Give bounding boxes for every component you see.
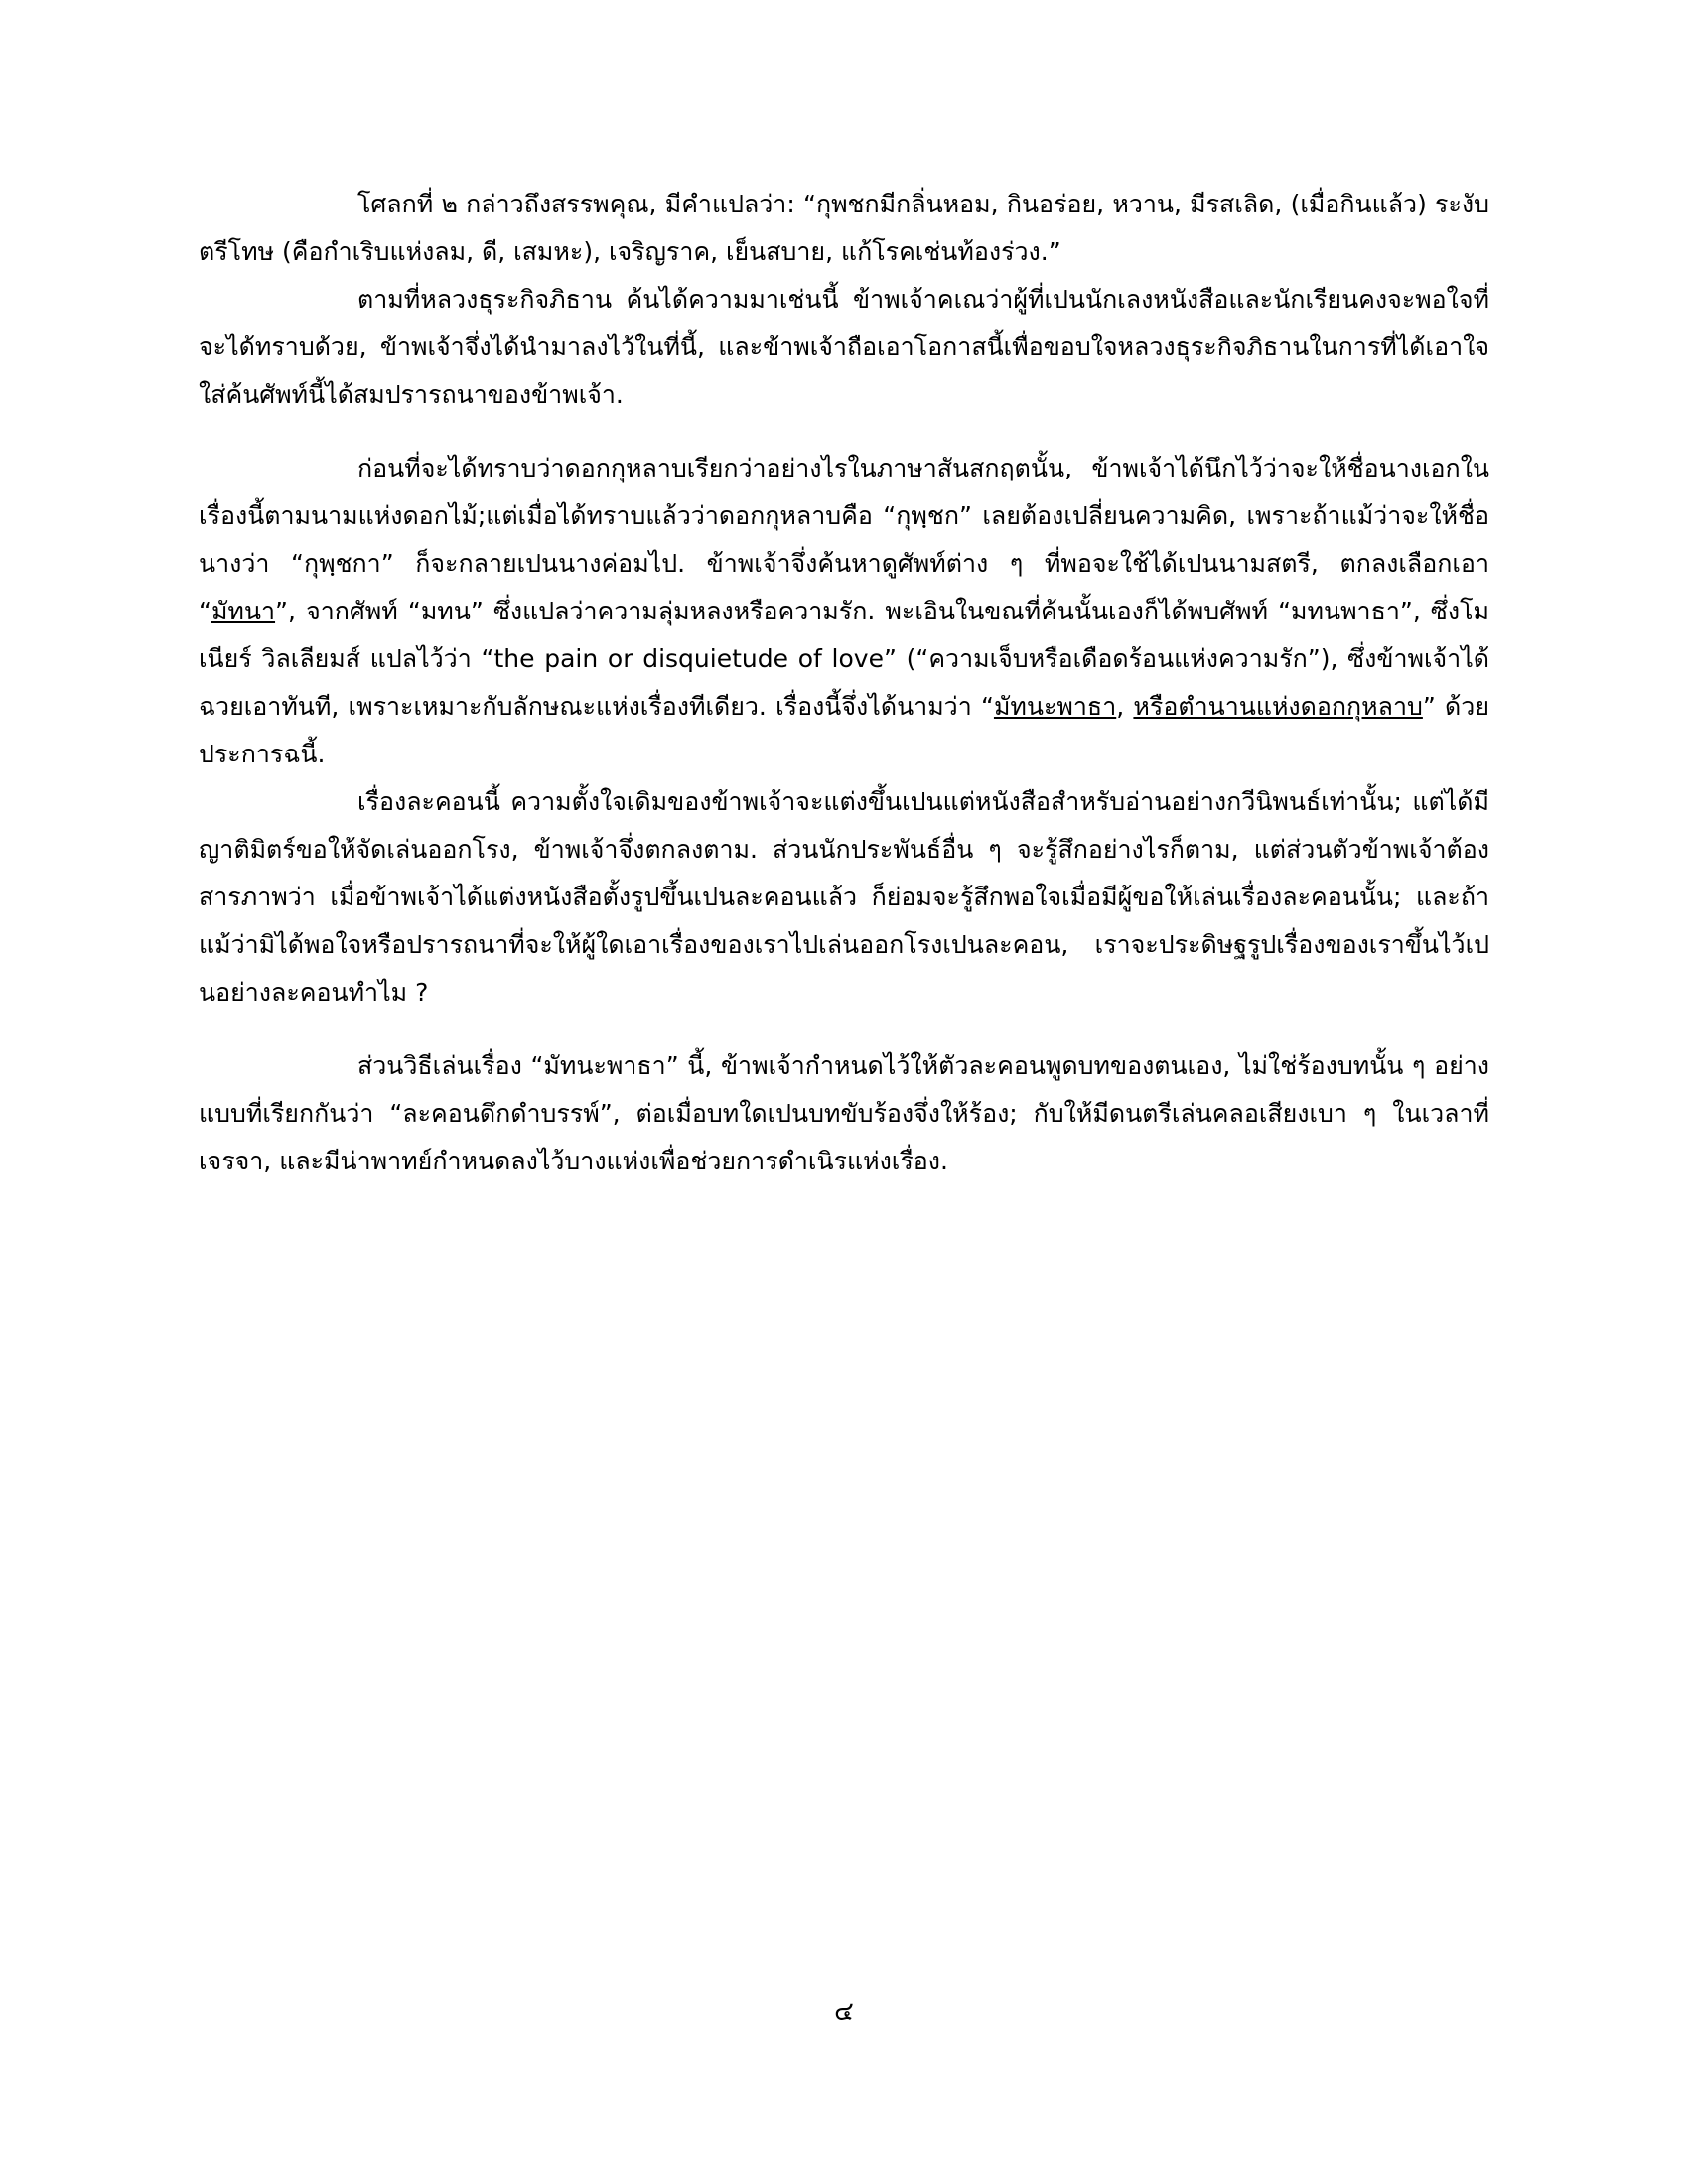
page-number: ๔	[834, 1997, 854, 2027]
underlined-name-madana: มัทนา	[211, 597, 276, 625]
paragraph-play-intent: เรื่องละคอนนี้ ความตั้งใจเดิมของข้าพเจ้าจะแต่งขึ้นเปนแต่หนังสือสำหรับอ่านอย่างกวีนิพนธ์เท่านั้น; แต่ได้มีญาติมิตร์ขอให้จัดเล่นออกโรง, ข้าพเจ้าจึ่งตกลงตาม. ส่วนนักประพันธ์อื่น ๆ จะรู้สึกอย่างไรก็ตาม, แต่ส่วนตัวข้าพเจ้าต้องสารภาพว่า เมื่อข้าพเจ้าได้แต่งหนังสือตั้งรูปขึ้นเปนละคอนแล้ว ก็ย่อมจะรู้สึกพอใจเมื่อมีผู้ขอให้เล่นเรื่องละคอนนั้น; และถ้าแม้ว่ามิได้พอใจหรือปรารถนาที่จะให้ผู้ใดเอาเรื่องของเราไปเล่นออกโรงเปนละคอน, เราจะประดิษฐรูปเรื่องของเราขึ้นไว้เปนอย่างละคอนทำไม ?	[199, 787, 1489, 1007]
paragraph-verse-2-properties: โศลกที่ ๒ กล่าวถึงสรรพคุณ, มีคำแปลว่า: “กุพชกมีกลิ่นหอม, กินอร่อย, หวาน, มีรสเลิด, (เมื่อกินแล้ว) ระงับตรีโทษ (คือกำเริบแห่งลม, ดี, เสมหะ), เจริญราค, เย็นสบาย, แก้โรคเช่นท้องร่วง.”	[199, 190, 1489, 266]
document-page	[199, 181, 1489, 1918]
underlined-subtitle: หรือตำนานแห่งดอกกุหลาบ	[1133, 692, 1423, 721]
text-run: ,	[1116, 692, 1134, 721]
paragraph-title-origin	[199, 445, 1489, 778]
paragraph-acknowledgement: ตามที่หลวงธุระกิจภิธาน ค้นได้ความมาเช่นนี้ ข้าพเจ้าคเณว่าผู้ที่เปนนักเลงหนังสือและนักเรียนคงจะพอใจที่จะได้ทราบด้วย, ข้าพเจ้าจึ่งได้นำมาลงไว้ในที่นี้, และข้าพเจ้าถือเอาโอกาสนี้เพื่อขอบใจหลวงธุระกิจภิธานในการที่ได้เอาใจใส่ค้นศัพท์นี้ได้สมปรารถนาของข้าพเจ้า.	[199, 285, 1489, 409]
text-run: ” ด้วยประการฉนี้.	[199, 692, 1489, 768]
paragraph-spacer	[199, 419, 1489, 445]
underlined-title-madanabadha: มัทนะพาธา	[993, 692, 1117, 721]
paragraph-spacer	[199, 1017, 1489, 1042]
text-run: ”, จากศัพท์ “มทน” ซึ่งแปลว่าความลุ่มหลงหรือความรัก. พะเอินในขณที่ค้นนั้นเองก็ได้พบศัพท์ “มทนพาธา”, ซึ่งโมเนียร์ วิลเลียมส์ แปลไว้ว่า “the pain or disquietude of love” (“ความเจ็บหรือเดือดร้อนแห่งความรัก”), ซึ่งข้าพเจ้าได้ฉวยเอาทันที, เพราะเหมาะกับลักษณะแห่งเรื่องทีเดียว. เรื่องนี้จึ่งได้นามว่า “	[199, 597, 1489, 721]
paragraph-performance-method: ส่วนวิธีเล่นเรื่อง “มัทนะพาธา” นี้, ข้าพเจ้ากำหนดไว้ให้ตัวละคอนพูดบทของตนเอง, ไม่ใช่ร้องบทนั้น ๆ อย่างแบบที่เรียกกันว่า “ละคอนดึกดำบรรพ์”, ต่อเมื่อบทใดเปนบทขับร้องจึ่งให้ร้อง; กับให้มีดนตรีเล่นคลอเสียงเบา ๆ ในเวลาที่เจรจา, และมีน่าพาทย์กำหนดลงไว้บางแห่งเพื่อช่วยการดำเนิรแห่งเรื่อง.	[199, 1051, 1489, 1175]
text-run: ก่อนที่จะได้ทราบว่าดอกกุหลาบเรียกว่าอย่างไรในภาษาสันสกฤตนั้น, ข้าพเจ้าได้นึกไว้ว่าจะให้ชื่อนางเอกในเรื่องนี้ตามนามแห่งดอกไม้;แต่เมื่อได้ทราบแล้วว่าดอกกุหลาบคือ “กุพฺชก” เลยต้องเปลี่ยนความคิด, เพราะถ้าแม้ว่าจะให้ชื่อนางว่า “กุพฺชกา” ก็จะกลายเปนนางค่อมไป. ข้าพเจ้าจึ่งค้นหาดูศัพท์ต่าง ๆ ที่พอจะใช้ได้เปนนามสตรี, ตกลงเลือกเอา “	[199, 454, 1489, 625]
